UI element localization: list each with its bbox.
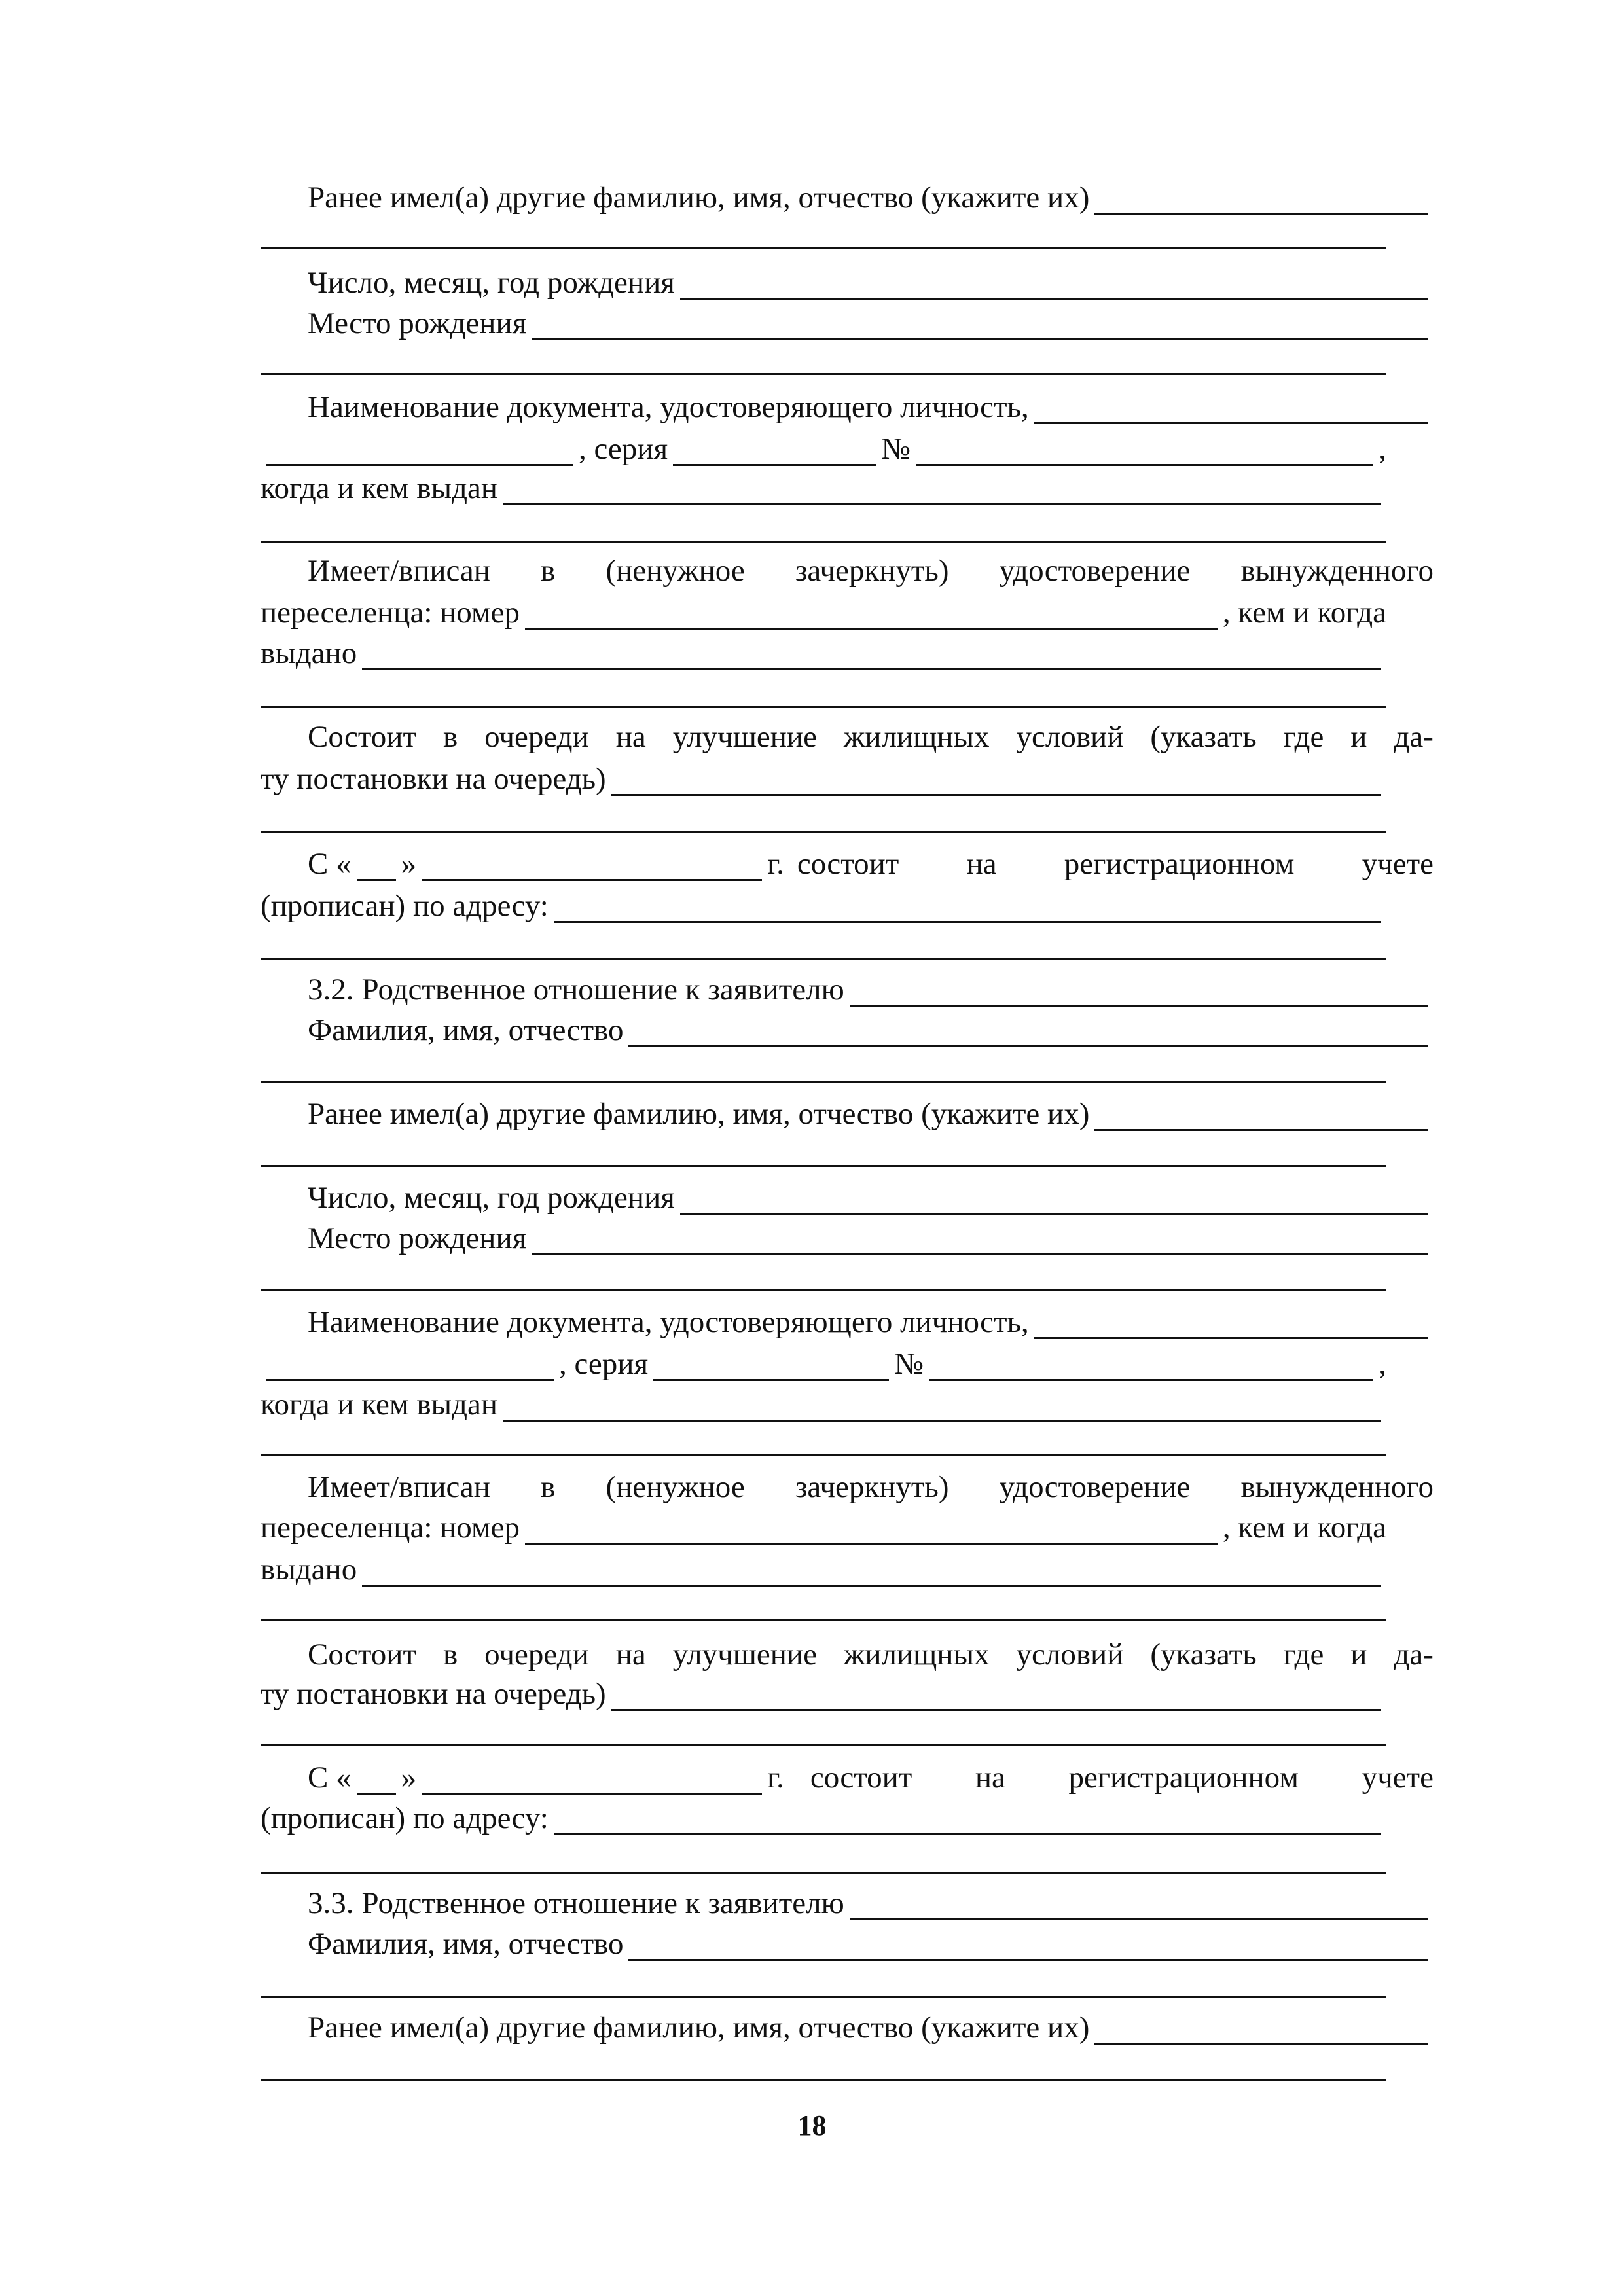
s32-reg-month-year-field[interactable]: [422, 1793, 762, 1795]
birth-date-field[interactable]: [680, 298, 1428, 300]
queue-line-1: Состоит в очереди на улучшение жилищных условий (указать где и да-: [308, 720, 1434, 754]
s32-reg-day-field[interactable]: [357, 1793, 396, 1795]
reg-day-field[interactable]: [357, 879, 396, 881]
s32-fio-continuation-field[interactable]: [261, 1081, 1386, 1083]
birth-date-label: Число, месяц, год рождения: [308, 266, 675, 300]
section-number-3-2: 3.2.: [308, 973, 354, 1007]
ivp-issued-line: [261, 632, 1386, 672]
reg-address-field[interactable]: [554, 921, 1381, 923]
birth-place-label: Место рождения: [308, 306, 527, 340]
issued-field[interactable]: [503, 503, 1381, 505]
id-doc-line: Наименование документа, удостоверяющего личность ,: [261, 386, 1434, 425]
ivp-number-label: переселенца: номер: [261, 596, 520, 630]
s32-queue-line-2: ту постановки на очередь): [261, 1673, 1386, 1712]
issued-continuation-field[interactable]: [261, 541, 1386, 543]
s32-reg-address-line: (прописан) по адресу:: [261, 1797, 1386, 1837]
prev-names-label: Ранее имел(а) другие фамилию, имя, отчество (укажите их): [308, 181, 1090, 215]
s32-queue-field[interactable]: [611, 1709, 1381, 1711]
id-doc-name-field[interactable]: [266, 464, 573, 466]
s32-ivp-issued-line: выдано: [261, 1549, 1386, 1588]
s32-fio-field[interactable]: [628, 1045, 1428, 1047]
issued-label: когда и кем выдан: [261, 471, 498, 505]
number-sign: №: [881, 432, 911, 466]
s32-relation-field[interactable]: [850, 1005, 1428, 1007]
birth-place-field[interactable]: [532, 338, 1428, 340]
s32-queue-continuation-field[interactable]: [261, 1744, 1386, 1746]
s33-fio-continuation-field[interactable]: [261, 1996, 1386, 1998]
prev-names-continuation-field[interactable]: [261, 247, 1386, 249]
issued-line: [261, 467, 1386, 507]
s32-reg-date-line: С « » г. состоит на регистрационном учете: [308, 1761, 1434, 1795]
s32-issued-line: когда и кем выдан: [261, 1384, 1386, 1423]
number-field[interactable]: [916, 464, 1373, 466]
s32-birth-place-continuation-field[interactable]: [261, 1289, 1386, 1291]
id-series-line: , серия № ,: [261, 428, 1386, 467]
reg-address-line: (прописан) по адресу:: [261, 885, 1386, 924]
series-field[interactable]: [673, 464, 876, 466]
reg-tail: состоит на регистрационном учете: [797, 847, 1434, 881]
id-doc-field[interactable]: [1034, 422, 1428, 424]
s32-id-doc-name-field[interactable]: [266, 1379, 554, 1381]
s32-birth-place-field[interactable]: [532, 1253, 1428, 1255]
birth-place-continuation-field[interactable]: [261, 373, 1386, 375]
ivp-number-line: переселенца: номер , кем и когда: [261, 596, 1386, 630]
s32-birth-date-field[interactable]: [680, 1213, 1428, 1215]
ivp-issued-label: выдано: [261, 636, 357, 670]
s32-relation-line: 3.2. Родственное отношение к заявителю: [261, 969, 1434, 1008]
s33-relation-field[interactable]: [850, 1918, 1428, 1920]
s32-prev-names-line: Ранее имел(а) другие фамилию, имя, отчество (укажите их): [261, 1093, 1434, 1132]
s32-reg-tail: состоит на регистрационном учете: [810, 1761, 1434, 1795]
s32-issued-continuation-field[interactable]: [261, 1454, 1386, 1456]
id-doc-label: Наименование документа, удостоверяющего личность: [308, 390, 1021, 424]
birth-date-line: [261, 262, 1434, 301]
s32-ivp-issued-field[interactable]: [362, 1585, 1381, 1587]
queue-field[interactable]: [611, 794, 1381, 796]
ivp-line-1: Имеет/вписан в (ненужное зачеркнуть) удостоверение вынужденного: [308, 554, 1434, 588]
queue-continuation-field[interactable]: [261, 831, 1386, 833]
series-label: , серия: [579, 432, 668, 466]
s32-birth-place-line: Место рождения: [261, 1217, 1434, 1257]
s32-reg-address-field[interactable]: [554, 1833, 1381, 1835]
s32-prev-names-continuation-field[interactable]: [261, 1165, 1386, 1167]
s32-fio-line: Фамилия, имя, отчество: [261, 1009, 1434, 1049]
s33-fio-line: Фамилия, имя, отчество: [261, 1923, 1434, 1962]
s32-ivp-number-field[interactable]: [525, 1543, 1218, 1545]
s32-number-field[interactable]: [929, 1379, 1373, 1381]
prev-names-line: [261, 177, 1434, 216]
s32-ivp-number-line: переселенца: номер , кем и когда: [261, 1511, 1386, 1545]
s32-issued-field[interactable]: [503, 1420, 1381, 1422]
ivp-continuation-field[interactable]: [261, 706, 1386, 708]
s32-queue-line-1: Состоит в очереди на улучшение жилищных условий (указать где и да-: [308, 1638, 1434, 1672]
page-number: 18: [797, 2109, 827, 2142]
reg-address-continuation-field[interactable]: [261, 958, 1386, 960]
queue-line-2: ту постановки на очередь): [261, 758, 1386, 797]
prev-names-field[interactable]: [1094, 213, 1428, 215]
s33-prev-names-field[interactable]: [1094, 2043, 1428, 2045]
s32-id-series-line: , серия № ,: [261, 1343, 1386, 1382]
s32-ivp-continuation-field[interactable]: [261, 1619, 1386, 1621]
s32-birth-date-line: Число, месяц, год рождения: [261, 1177, 1434, 1216]
ivp-number-field[interactable]: [525, 628, 1218, 630]
birth-place-line: [261, 302, 1434, 342]
section-number-3-3: 3.3.: [308, 1886, 354, 1920]
s33-relation-line: 3.3. Родственное отношение к заявителю: [261, 1882, 1434, 1922]
s32-series-field[interactable]: [653, 1379, 889, 1381]
reg-month-year-field[interactable]: [422, 879, 762, 881]
s33-prev-names-line: Ранее имел(а) другие фамилию, имя, отчество (укажите их): [261, 2007, 1434, 2046]
s32-id-doc-field[interactable]: [1034, 1337, 1428, 1339]
s33-fio-field[interactable]: [628, 1959, 1428, 1961]
reg-date-line: С « » г. состоит на регистрационном учете: [308, 847, 1434, 881]
s32-prev-names-field[interactable]: [1094, 1129, 1428, 1131]
s32-ivp-line-1: Имеет/вписан в (ненужное зачеркнуть) удостоверение вынужденного: [308, 1470, 1434, 1504]
s33-prev-names-continuation-field[interactable]: [261, 2079, 1386, 2081]
s32-reg-address-continuation-field[interactable]: [261, 1872, 1386, 1874]
s32-id-doc-line: Наименование документа, удостоверяющего личность ,: [261, 1301, 1434, 1340]
ivp-issued-field[interactable]: [362, 668, 1381, 670]
